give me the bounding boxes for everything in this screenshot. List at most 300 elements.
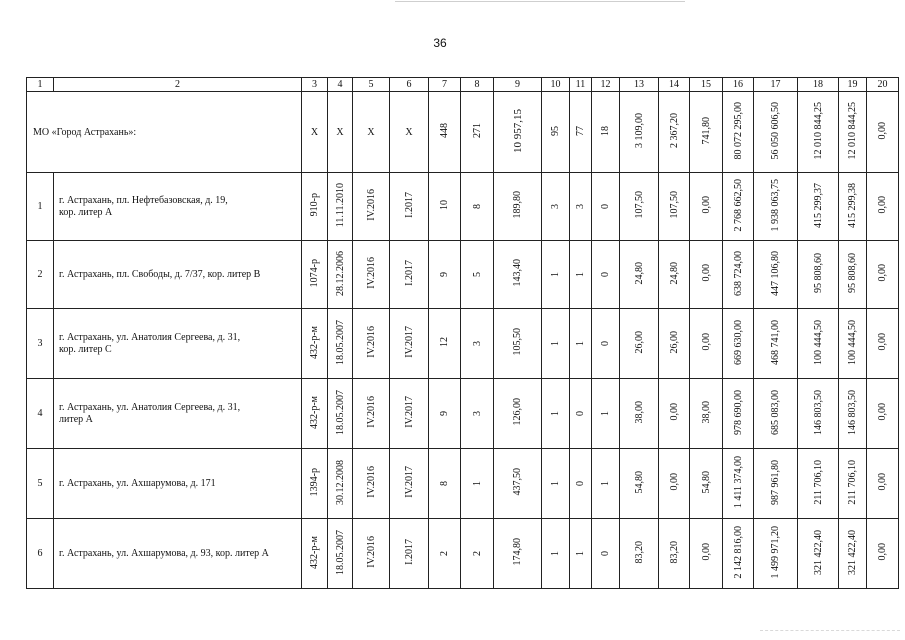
cell-value: 8 <box>471 204 483 209</box>
cell <box>570 173 592 241</box>
cell-value: 0,00 <box>877 333 888 351</box>
cell <box>620 449 659 519</box>
total-value: 95 <box>550 125 561 136</box>
col-header: 18 <box>798 78 839 92</box>
cell-value: 638 724,00 <box>732 250 744 296</box>
cell <box>659 379 690 449</box>
cell <box>592 449 620 519</box>
cell-value: 669 630,00 <box>732 319 744 365</box>
address-line: г. Астрахань, пл. Нефтебазовская, д. 19, <box>59 194 228 206</box>
cell <box>542 241 570 309</box>
cell <box>839 173 867 241</box>
cell-value: 0,00 <box>877 196 888 214</box>
cell-value: 105,50 <box>512 328 523 356</box>
cell <box>353 309 390 379</box>
cell <box>839 449 867 519</box>
cell <box>461 309 494 379</box>
cell <box>659 449 690 519</box>
col-header: 16 <box>723 78 754 92</box>
cell-value: 1 <box>600 411 611 416</box>
cell-value: IV.2016 <box>365 466 377 498</box>
cell <box>690 449 723 519</box>
cell <box>542 519 570 589</box>
cell <box>570 379 592 449</box>
col-header: 19 <box>839 78 867 92</box>
cell <box>390 309 429 379</box>
cell-value: 685 083,00 <box>770 389 781 435</box>
cell-value: 3 <box>471 341 483 346</box>
cell-value: 126,00 <box>512 398 523 426</box>
cell-value: 0,00 <box>700 196 712 214</box>
address-line: литер А <box>59 413 93 425</box>
cell-value: 2 <box>471 551 483 556</box>
page-number: 36 <box>433 36 447 50</box>
cell-value: 0,00 <box>668 473 680 491</box>
cell-value: 415 299,38 <box>847 182 858 228</box>
cell-value: 11.11.2010 <box>334 182 346 228</box>
cell-value: 321 422,40 <box>812 529 824 575</box>
total-value: 12 010 844,25 <box>847 101 858 160</box>
col-header: 4 <box>328 78 353 92</box>
cell <box>429 241 461 309</box>
cell <box>429 449 461 519</box>
cell-value: 1 <box>550 411 561 416</box>
cell-value: 0,00 <box>700 333 712 351</box>
cell <box>353 519 390 589</box>
cell-value: 9 <box>439 272 450 277</box>
col-header: 12 <box>592 78 620 92</box>
row-number: 5 <box>27 449 54 519</box>
col-header: 13 <box>620 78 659 92</box>
cell-value: IV.2017 <box>403 326 415 358</box>
cell-value: 9 <box>439 411 450 416</box>
total-cell <box>867 92 899 173</box>
cell-value: 26,00 <box>633 330 645 354</box>
total-label: МО «Город Астрахань»: <box>27 92 302 173</box>
cell-value: 978 690,00 <box>732 389 744 435</box>
cell <box>798 449 839 519</box>
cell <box>390 379 429 449</box>
cell <box>867 241 899 309</box>
cell <box>429 173 461 241</box>
row-number: 1 <box>27 173 54 241</box>
cell <box>867 173 899 241</box>
cell-value: 0,00 <box>877 543 888 561</box>
cell <box>723 379 754 449</box>
cell-value: 1394-р <box>309 467 320 497</box>
total-value: 77 <box>575 125 586 136</box>
cell <box>690 173 723 241</box>
cell-value: 3 <box>471 411 483 416</box>
cell <box>390 449 429 519</box>
cell <box>494 519 542 589</box>
cell-value: 28.12.2006 <box>334 250 346 296</box>
col-header: 8 <box>461 78 494 92</box>
data-table <box>26 77 899 589</box>
col-header: 3 <box>302 78 328 92</box>
cell <box>690 241 723 309</box>
cell <box>659 519 690 589</box>
cell <box>302 173 328 241</box>
cell <box>723 449 754 519</box>
cell <box>353 449 390 519</box>
cell <box>754 173 798 241</box>
row-number: 6 <box>27 519 54 589</box>
total-cell <box>690 92 723 173</box>
cell-x-mark: Х <box>390 92 429 173</box>
cell-value: 18.05.2007 <box>334 389 346 435</box>
cell-value: 38,00 <box>633 400 645 424</box>
cell-value: 174,80 <box>512 538 523 566</box>
cell-value: 0,00 <box>700 264 712 282</box>
cell-value: 1 <box>550 551 561 556</box>
total-value: 56 050 606,50 <box>770 101 781 160</box>
cell-value: IV.2016 <box>365 536 377 568</box>
cell <box>798 173 839 241</box>
cell <box>754 309 798 379</box>
address-line: г. Астрахань, ул. Анатолия Сергеева, д. 31, <box>59 331 241 343</box>
cell <box>754 379 798 449</box>
col-header: 20 <box>867 78 899 92</box>
address-line: г. Астрахань, ул. Ахшарумова, д. 93, кор. литер А <box>59 547 269 559</box>
cell-value: 0 <box>575 411 586 416</box>
address-line: кор. литер С <box>59 343 112 355</box>
cell-value: I.2017 <box>403 260 415 286</box>
cell-value: 0,00 <box>700 543 712 561</box>
row-number: 3 <box>27 309 54 379</box>
cell-value: 95 808,60 <box>847 253 858 293</box>
total-value: 80 072 295,00 <box>732 101 744 160</box>
cell-value: 26,00 <box>668 330 680 354</box>
cell <box>723 309 754 379</box>
total-cell <box>659 92 690 173</box>
cell-value: 0,00 <box>877 473 888 491</box>
cell-value: 146 803,50 <box>812 389 824 435</box>
scan-artifact <box>760 630 900 631</box>
cell-value: 24,80 <box>668 261 680 285</box>
total-value: 2 367,20 <box>668 113 680 148</box>
cell-value: 432-р-м <box>309 535 320 569</box>
cell-value: 0 <box>600 551 611 556</box>
table-row <box>27 519 899 589</box>
cell <box>690 379 723 449</box>
cell-value: IV.2016 <box>365 257 377 289</box>
total-value: 448 <box>439 123 450 138</box>
scan-top-line <box>395 1 685 2</box>
total-cell <box>723 92 754 173</box>
address-cell <box>54 309 302 379</box>
cell-value: 432-р-м <box>309 395 320 429</box>
col-header: 11 <box>570 78 592 92</box>
address-cell <box>54 173 302 241</box>
cell <box>328 241 353 309</box>
cell <box>390 519 429 589</box>
cell-value: 0,00 <box>877 403 888 421</box>
cell-value: 0 <box>575 481 586 486</box>
cell <box>542 173 570 241</box>
address-cell <box>54 241 302 309</box>
cell <box>659 173 690 241</box>
cell-value: 432-р-м <box>309 325 320 359</box>
cell-value: 1 <box>575 551 586 556</box>
cell-value: 437,50 <box>512 468 523 496</box>
col-header: 14 <box>659 78 690 92</box>
cell <box>328 379 353 449</box>
table-row <box>27 449 899 519</box>
cell-value: 107,50 <box>668 191 680 219</box>
cell <box>620 309 659 379</box>
cell <box>461 519 494 589</box>
row-number: 2 <box>27 241 54 309</box>
cell-value: 2 142 816,00 <box>732 525 744 579</box>
cell <box>690 309 723 379</box>
table-row <box>27 379 899 449</box>
col-header: 6 <box>390 78 429 92</box>
cell <box>723 519 754 589</box>
total-value: 271 <box>471 123 483 138</box>
cell <box>754 241 798 309</box>
cell <box>328 449 353 519</box>
cell <box>867 309 899 379</box>
total-cell <box>461 92 494 173</box>
cell <box>839 241 867 309</box>
cell <box>570 241 592 309</box>
total-value: 10 957,15 <box>511 108 524 153</box>
total-value: 0,00 <box>877 121 888 140</box>
cell-value: 1 <box>575 341 586 346</box>
cell <box>723 173 754 241</box>
cell-value: 95 808,60 <box>812 253 824 293</box>
cell-value: 211 706,10 <box>847 459 858 505</box>
cell-value: 0 <box>600 204 611 209</box>
cell <box>461 449 494 519</box>
cell-value: 1 411 374,00 <box>732 455 744 509</box>
cell-value: 1 938 063,75 <box>770 178 781 232</box>
table-row <box>27 309 899 379</box>
cell <box>839 309 867 379</box>
cell-x-mark: Х <box>302 92 328 173</box>
cell-value: 3 <box>575 204 586 209</box>
cell-value: 1 <box>550 481 561 486</box>
cell-value: 83,20 <box>668 540 680 564</box>
cell-value: 1 <box>550 341 561 346</box>
cell <box>353 379 390 449</box>
total-value: 18 <box>600 125 611 136</box>
cell <box>429 309 461 379</box>
cell <box>302 379 328 449</box>
cell <box>867 379 899 449</box>
cell-x-mark: Х <box>328 92 353 173</box>
cell-value: 8 <box>439 481 450 486</box>
col-header: 17 <box>754 78 798 92</box>
cell-value: 0 <box>600 272 611 277</box>
cell <box>723 241 754 309</box>
cell <box>328 173 353 241</box>
total-value: 741,80 <box>700 116 712 145</box>
cell <box>867 519 899 589</box>
cell <box>592 241 620 309</box>
cell-value: 146 803,50 <box>847 389 858 435</box>
total-cell <box>429 92 461 173</box>
cell <box>592 519 620 589</box>
total-cell <box>754 92 798 173</box>
total-cell <box>592 92 620 173</box>
address-line: кор. литер А <box>59 206 113 218</box>
cell-value: 2 <box>439 551 450 556</box>
cell-value: 107,50 <box>633 191 645 219</box>
cell <box>328 309 353 379</box>
cell-value: I.2017 <box>403 192 415 218</box>
col-header: 9 <box>494 78 542 92</box>
cell-value: 30.12.2008 <box>334 459 346 505</box>
total-value: 12 010 844,25 <box>812 101 824 160</box>
cell-value: 100 444,50 <box>812 319 824 365</box>
cell <box>620 173 659 241</box>
cell-value: 321 422,40 <box>847 529 858 575</box>
cell-value: 468 741,00 <box>770 319 781 365</box>
total-cell <box>798 92 839 173</box>
cell <box>494 241 542 309</box>
cell <box>494 309 542 379</box>
cell <box>690 519 723 589</box>
cell <box>302 449 328 519</box>
total-cell <box>570 92 592 173</box>
cell-value: 1 <box>600 481 611 486</box>
address-line: г. Астрахань, ул. Ахшарумова, д. 171 <box>59 477 216 489</box>
cell <box>302 519 328 589</box>
col-header: 2 <box>54 78 302 92</box>
cell-value: 2 768 662,50 <box>732 178 744 232</box>
cell-value: 18.05.2007 <box>334 319 346 365</box>
cell <box>798 519 839 589</box>
row-number: 4 <box>27 379 54 449</box>
cell-value: 211 706,10 <box>812 459 824 505</box>
cell <box>390 241 429 309</box>
cell <box>328 519 353 589</box>
cell <box>461 173 494 241</box>
cell-value: 0,00 <box>668 403 680 421</box>
cell-value: 83,20 <box>633 540 645 564</box>
cell-value: 38,00 <box>700 400 712 424</box>
cell <box>620 379 659 449</box>
cell <box>592 309 620 379</box>
cell-value: 18.05.2007 <box>334 529 346 575</box>
cell <box>798 379 839 449</box>
cell <box>592 173 620 241</box>
cell <box>659 309 690 379</box>
cell-value: 10 <box>439 200 450 210</box>
cell <box>659 241 690 309</box>
cell-value: 5 <box>471 272 483 277</box>
cell-value: IV.2017 <box>403 466 415 498</box>
cell-value: 1 <box>550 272 561 277</box>
cell-value: 1074-р <box>309 258 320 288</box>
cell <box>429 379 461 449</box>
total-row <box>27 92 899 173</box>
cell <box>798 241 839 309</box>
cell <box>570 449 592 519</box>
cell-value: I.2017 <box>403 539 415 565</box>
cell-value: 987 961,80 <box>770 459 781 505</box>
cell-value: 189,80 <box>512 191 523 219</box>
cell <box>429 519 461 589</box>
col-header: 15 <box>690 78 723 92</box>
cell-value: IV.2016 <box>365 326 377 358</box>
cell <box>390 173 429 241</box>
cell-value: 447 106,80 <box>770 250 781 296</box>
cell <box>542 309 570 379</box>
total-cell <box>839 92 867 173</box>
cell-value: 0 <box>600 341 611 346</box>
cell-value: 3 <box>550 204 561 209</box>
col-header: 10 <box>542 78 570 92</box>
cell-value: IV.2016 <box>365 396 377 428</box>
cell-value: 54,80 <box>700 470 712 494</box>
cell-x-mark: Х <box>353 92 390 173</box>
cell-value: 100 444,50 <box>847 319 858 365</box>
table-row <box>27 241 899 309</box>
cell-value: 143,40 <box>512 259 523 287</box>
cell <box>494 173 542 241</box>
total-cell <box>494 92 542 173</box>
cell <box>620 241 659 309</box>
cell <box>461 379 494 449</box>
cell-value: IV.2017 <box>403 396 415 428</box>
cell <box>353 241 390 309</box>
cell <box>592 379 620 449</box>
cell <box>302 241 328 309</box>
cell <box>542 379 570 449</box>
column-number-row <box>27 78 899 92</box>
cell <box>839 379 867 449</box>
total-value: 3 109,00 <box>633 113 645 148</box>
address-cell <box>54 519 302 589</box>
cell-value: 54,80 <box>633 470 645 494</box>
cell <box>542 449 570 519</box>
cell <box>494 379 542 449</box>
cell-value: IV.2016 <box>365 189 377 221</box>
cell <box>461 241 494 309</box>
total-cell <box>542 92 570 173</box>
cell-value: 1 499 971,20 <box>770 525 781 579</box>
cell <box>754 449 798 519</box>
cell-value: 12 <box>439 337 450 347</box>
cell-value: 0,00 <box>877 264 888 282</box>
col-header: 5 <box>353 78 390 92</box>
address-line: г. Астрахань, пл. Свободы, д. 7/37, кор. литер В <box>59 268 261 280</box>
address-line: г. Астрахань, ул. Анатолия Сергеева, д. 31, <box>59 401 241 413</box>
cell-value: 1 <box>575 272 586 277</box>
cell <box>620 519 659 589</box>
address-cell <box>54 379 302 449</box>
cell <box>867 449 899 519</box>
cell-value: 1 <box>471 481 483 486</box>
cell <box>570 309 592 379</box>
col-header: 1 <box>27 78 54 92</box>
cell <box>798 309 839 379</box>
cell-value: 415 299,37 <box>812 182 824 228</box>
address-cell <box>54 449 302 519</box>
cell <box>353 173 390 241</box>
cell <box>570 519 592 589</box>
cell-value: 910-р <box>309 193 320 217</box>
cell <box>494 449 542 519</box>
cell-value: 24,80 <box>633 261 645 285</box>
col-header: 7 <box>429 78 461 92</box>
cell <box>754 519 798 589</box>
total-cell <box>620 92 659 173</box>
cell <box>302 309 328 379</box>
